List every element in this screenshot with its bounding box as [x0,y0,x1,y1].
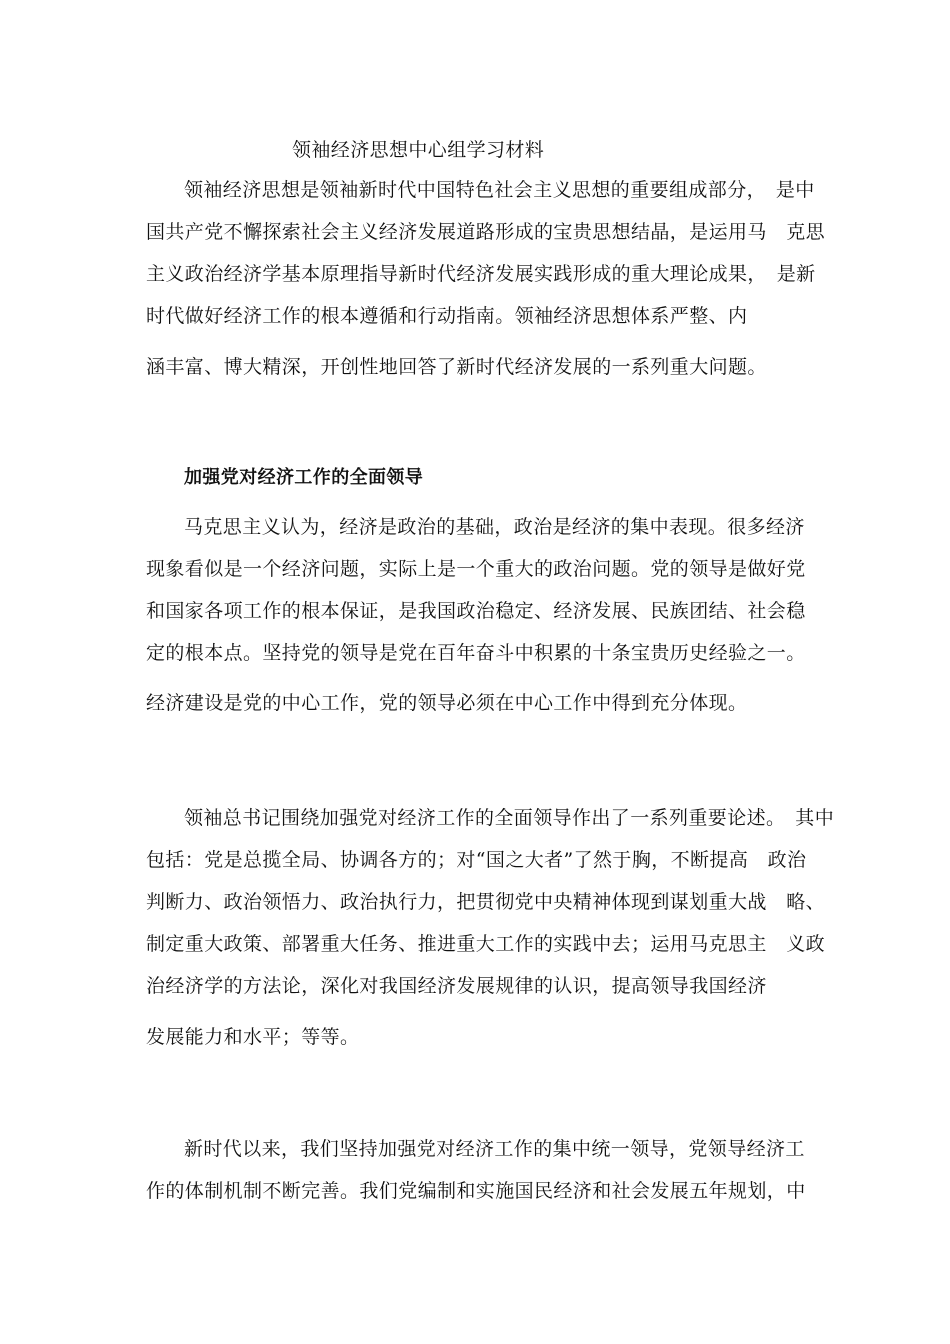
paragraph-line: 定的根本点。坚持党的领导是党在百年奋斗中积累的十条宝贵历史经验之一。 [146,642,806,664]
paragraph-line: 领袖经济思想是领袖新时代中国特色社会主义思想的重要组成部分， 是中 [184,179,815,201]
paragraph-line: 发展能力和水平；等等。 [146,1026,360,1048]
paragraph-line: 包括：党是总揽全局、协调各方的；对“国之大者”了然于胸，不断提高 政治 [146,849,807,871]
paragraph-line: 马克思主义认为，经济是政治的基础，政治是经济的集中表现。很多经济 [184,516,805,538]
paragraph-line: 判断力、政治领悟力、政治执行力，把贯彻党中央精神体现到谋划重大战 略、 [146,891,826,913]
paragraph-line: 涵丰富、博大精深，开创性地回答了新时代经济发展的一系列重大问题。 [146,356,767,378]
paragraph-line: 国共产党不懈探索社会主义经济发展道路形成的宝贵思想结晶，是运用马 克思 [146,221,826,243]
paragraph-line: 现象看似是一个经济问题，实际上是一个重大的政治问题。党的领导是做好党 [146,558,806,580]
paragraph-line: 新时代以来，我们坚持加强党对经济工作的集中统一领导，党领导经济工 [184,1138,805,1160]
paragraph-line: 和国家各项工作的根本保证，是我国政治稳定、经济发展、民族团结、社会稳 [146,600,806,622]
paragraph-line: 领袖总书记围绕加强党对经济工作的全面领导作出了一系列重要论述。 其中 [184,807,835,829]
section-heading: 加强党对经济工作的全面领导 [184,467,424,488]
paragraph-line: 制定重大政策、部署重大任务、推进重大工作的实践中去；运用马克思主 义政 [146,933,826,955]
paragraph-line: 时代做好经济工作的根本遵循和行动指南。领袖经济思想体系严整、内 [146,305,748,327]
page-title: 领袖经济思想中心组学习材料 [292,139,545,161]
paragraph-line: 主义政治经济学基本原理指导新时代经济发展实践形成的重大理论成果， 是新 [146,263,816,285]
paragraph-line: 经济建设是党的中心工作，党的领导必须在中心工作中得到充分体现。 [146,692,748,714]
paragraph-line: 作的体制机制不断完善。我们党编制和实施国民经济和社会发展五年规划，中 [146,1180,806,1202]
paragraph-line: 治经济学的方法论，深化对我国经济发展规律的认识，提高领导我国经济 [146,975,767,997]
